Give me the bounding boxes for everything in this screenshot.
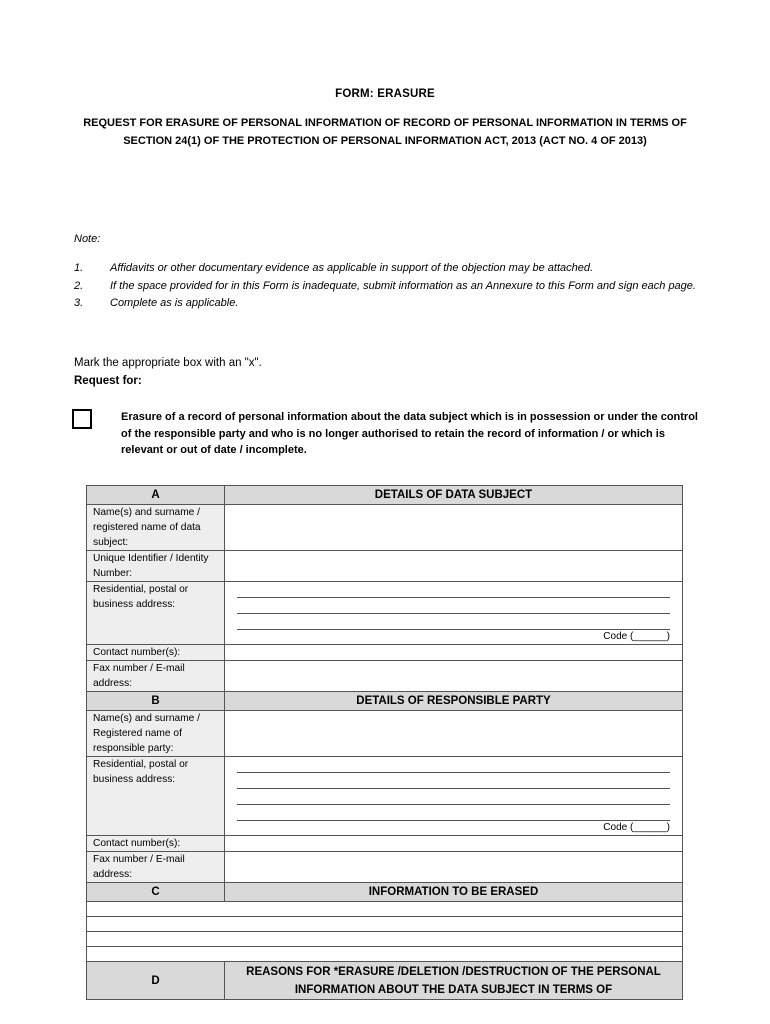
section-b-letter: B bbox=[87, 692, 225, 711]
table-row bbox=[87, 947, 683, 962]
table-row bbox=[87, 661, 683, 692]
data-subject-name-label: Name(s) and surname / registered name of data subject: bbox=[87, 505, 225, 551]
note-text: Affidavits or other documentary evidence as applicable in support of the objection may be attached. bbox=[110, 262, 594, 274]
information-to-erase-line[interactable] bbox=[87, 932, 683, 947]
request-for-label: Request for: bbox=[74, 375, 142, 387]
note-label: Note: bbox=[74, 233, 101, 245]
table-row bbox=[87, 505, 683, 551]
responsible-party-fax-label: Fax number / E-mail address: bbox=[87, 852, 225, 883]
table-row bbox=[87, 645, 683, 661]
data-subject-contact-field[interactable] bbox=[225, 645, 683, 661]
address-line bbox=[237, 805, 670, 821]
responsible-party-address-field[interactable] bbox=[225, 757, 683, 836]
erasure-checkbox[interactable] bbox=[72, 409, 92, 429]
section-d-title: REASONS FOR *ERASURE /DELETION /DESTRUCTION OF THE PERSONAL INFORMATION ABOUT THE DATA SUBJECT IN TERMS OF bbox=[225, 962, 683, 1000]
erasure-option-text: Erasure of a record of personal information about the data subject which is in possession or under the control of the responsible party and who is no longer authorised to retain the record of information / or which is relevant or out of date / incomplete. bbox=[121, 411, 698, 456]
postal-code-field[interactable]: Code (______) bbox=[603, 822, 670, 833]
note-number: 1. bbox=[74, 262, 84, 274]
data-subject-address-label: Residential, postal or business address: bbox=[87, 582, 225, 645]
note-number: 3. bbox=[74, 297, 84, 309]
note-text: If the space provided for in this Form is inadequate, submit information as an Annexure to this Form and sign each page. bbox=[110, 279, 696, 292]
data-subject-name-field[interactable] bbox=[225, 505, 683, 551]
table-row bbox=[87, 836, 683, 852]
form-title: FORM: ERASURE bbox=[335, 88, 435, 100]
table-row bbox=[87, 551, 683, 582]
data-subject-address-field[interactable] bbox=[225, 582, 683, 645]
address-line bbox=[237, 582, 670, 598]
section-a-header bbox=[87, 486, 683, 505]
section-c-header bbox=[87, 883, 683, 902]
table-row bbox=[87, 917, 683, 932]
address-line bbox=[237, 598, 670, 614]
responsible-party-name-field[interactable] bbox=[225, 711, 683, 757]
section-b-header bbox=[87, 692, 683, 711]
responsible-party-name-label: Name(s) and surname / Registered name of responsible party: bbox=[87, 711, 225, 757]
information-to-erase-line[interactable] bbox=[87, 917, 683, 932]
note-text: Complete as is applicable. bbox=[110, 297, 239, 309]
address-line bbox=[237, 789, 670, 805]
postal-code-field[interactable]: Code (______) bbox=[603, 631, 670, 642]
section-d-letter: D bbox=[87, 962, 225, 1000]
responsible-party-fax-field[interactable] bbox=[225, 852, 683, 883]
responsible-party-address-label: Residential, postal or business address: bbox=[87, 757, 225, 836]
section-d-header bbox=[87, 962, 683, 1000]
section-a-title: DETAILS OF DATA SUBJECT bbox=[225, 486, 683, 505]
information-to-erase-line[interactable] bbox=[87, 902, 683, 917]
data-subject-fax-label: Fax number / E-mail address: bbox=[87, 661, 225, 692]
mark-instruction: Mark the appropriate box with an "x". bbox=[74, 357, 262, 369]
address-line bbox=[237, 757, 670, 773]
section-a-letter: A bbox=[87, 486, 225, 505]
table-row bbox=[87, 582, 683, 645]
responsible-party-contact-label: Contact number(s): bbox=[87, 836, 225, 852]
data-subject-fax-field[interactable] bbox=[225, 661, 683, 692]
section-c-letter: C bbox=[87, 883, 225, 902]
note-item bbox=[74, 295, 704, 313]
table-row bbox=[87, 852, 683, 883]
address-line bbox=[237, 773, 670, 789]
section-c-title: INFORMATION TO BE ERASED bbox=[225, 883, 683, 902]
note-item bbox=[74, 260, 704, 278]
table-row bbox=[87, 932, 683, 947]
note-number: 2. bbox=[74, 279, 84, 292]
data-subject-id-field[interactable] bbox=[225, 551, 683, 582]
responsible-party-contact-field[interactable] bbox=[225, 836, 683, 852]
data-subject-id-label: Unique Identifier / Identity Number: bbox=[87, 551, 225, 582]
information-to-erase-line[interactable] bbox=[87, 947, 683, 962]
table-row bbox=[87, 902, 683, 917]
address-line bbox=[237, 614, 670, 630]
data-subject-contact-label: Contact number(s): bbox=[87, 645, 225, 661]
table-row bbox=[87, 711, 683, 757]
note-list bbox=[74, 260, 704, 313]
details-table bbox=[86, 485, 683, 1000]
table-row bbox=[87, 757, 683, 836]
note-item bbox=[74, 278, 704, 296]
request-title: REQUEST FOR ERASURE OF PERSONAL INFORMATION OF RECORD OF PERSONAL INFORMATION IN TERMS OF SECTION 24(1) OF THE PROTECTION OF PERSONAL INFORMATION ACT, 2013 (ACT NO. 4 OF 2013) bbox=[83, 117, 687, 147]
section-b-title: DETAILS OF RESPONSIBLE PARTY bbox=[225, 692, 683, 711]
